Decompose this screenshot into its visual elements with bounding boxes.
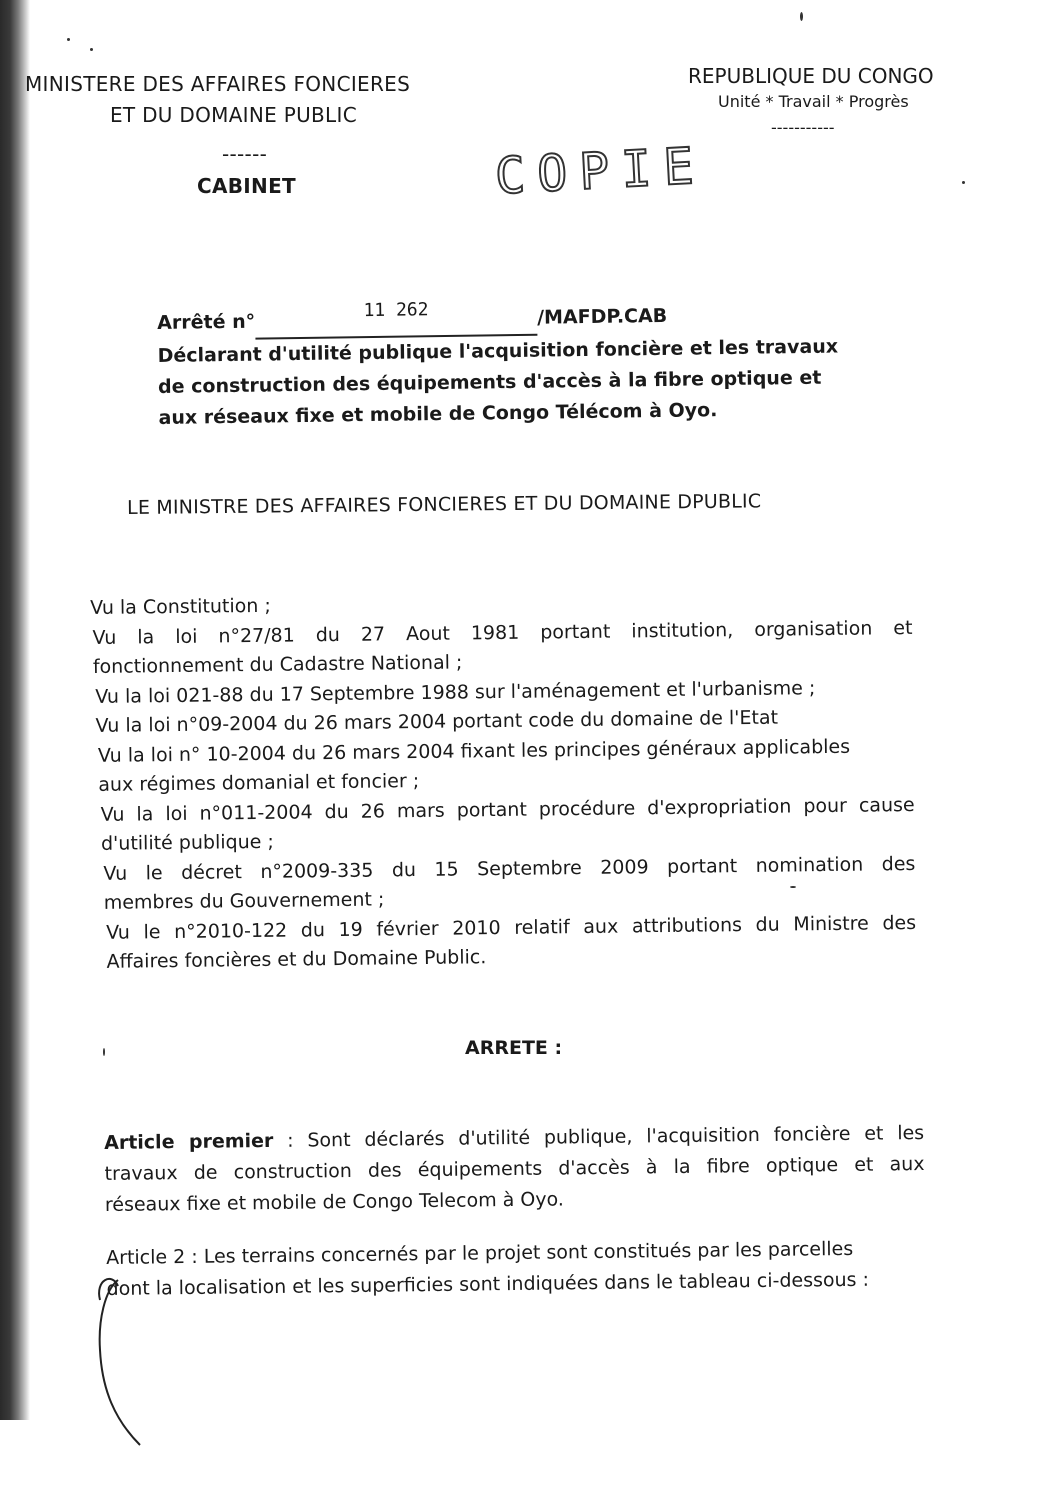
scan-page-edge [0, 0, 30, 1420]
visa-line: Vu la loi n° 10-2004 du 26 mars 2004 fixant les principes généraux applicables [97, 735, 851, 767]
decree-number: 11 262 [363, 299, 429, 322]
decree-prefix: Arrêté n° [157, 310, 256, 334]
article-1 [104, 1118, 925, 1221]
decree-title [157, 298, 839, 433]
scan-speck [90, 48, 93, 51]
visa-line: aux régimes domanial et foncier ; [98, 769, 420, 796]
handwritten-margin-mark [60, 1250, 170, 1460]
scan-speck [103, 1048, 105, 1056]
scan-speck [962, 181, 965, 184]
article-2-line2: dont la localisation et les superficies sont indiquées dans le tableau ci-dessous : [106, 1268, 870, 1300]
scan-speck [67, 38, 70, 41]
decree-suffix: /MAFDP.CAB [536, 304, 668, 329]
visa-line: membres du Gouvernement ; [103, 888, 385, 914]
article-1-line3: réseaux fixe et mobile de Congo Telecom à Oyo. [104, 1188, 565, 1216]
article-2-label: Article 2 [106, 1246, 186, 1269]
visa-line: Affaires foncières et du Domaine Public. [106, 946, 487, 973]
decree-subject-line3: aux réseaux fixe et mobile de Congo Télécom à Oyo. [158, 399, 718, 429]
visa-line: fonctionnement du Cadastre National ; [92, 651, 463, 678]
article-1-line1: : Sont déclarés d'utilité publique, l'acquisition foncière et les [273, 1121, 925, 1152]
visa-line: Vu la loi n°27/81 du 27 Aout 1981 portant institution, organisation et [92, 616, 913, 649]
visa-line: Vu la loi n°09-2004 du 26 mars 2004 portant code du domaine de l'Etat [95, 706, 779, 737]
minister-heading: LE MINISTRE DES AFFAIRES FONCIERES ET DU DOMAINE DPUBLIC [127, 490, 762, 519]
visas-section [90, 584, 917, 978]
ministry-name-line2: ET DU DOMAINE PUBLIC [110, 103, 357, 127]
copy-stamp: COPIE [493, 136, 707, 206]
visa-line: Vu le n°2010-122 du 19 février 2010 relatif aux attributions du Ministre des [106, 911, 917, 944]
ministry-name-line1: MINISTERE DES AFFAIRES FONCIERES [25, 72, 411, 96]
header-separator-left: ------ [222, 142, 268, 166]
national-motto: Unité * Travail * Progrès [718, 92, 909, 111]
visa-line: Vu la loi 021-88 du 17 Septembre 1988 sur l'aménagement et l'urbanisme ; [95, 676, 816, 708]
header-separator-right: ----------- [771, 118, 835, 137]
visa-line: Vu la loi n°011-2004 du 26 mars portant procédure d'expropriation pour cause [100, 793, 915, 826]
article-1-label: Article premier [104, 1129, 274, 1154]
scan-speck [790, 886, 796, 888]
republic-name: REPUBLIQUE DU CONGO [688, 64, 934, 88]
decree-subject-line2: de construction des équipements d'accès à la fibre optique et [157, 366, 822, 398]
visa-line: d'utilité publique ; [100, 830, 274, 855]
article-1-line2: travaux de construction des équipements d'accès à la fibre optique et aux [104, 1152, 925, 1185]
decree-number-line [255, 299, 537, 340]
article-2 [106, 1233, 927, 1305]
visa-line: Vu le décret n°2009-335 du 15 Septembre 2009 portant nomination des [103, 852, 916, 885]
article-2-line1: : Les terrains concernés par le projet sont constitués par les parcelles [185, 1237, 854, 1269]
cabinet-label: CABINET [197, 174, 296, 198]
arrete-heading: ARRETE : [465, 1037, 563, 1059]
scan-speck [800, 12, 803, 21]
visa-line: Vu la Constitution ; [90, 594, 271, 619]
decree-subject-line1: Déclarant d'utilité publique l'acquisition foncière et les travaux [157, 335, 839, 367]
